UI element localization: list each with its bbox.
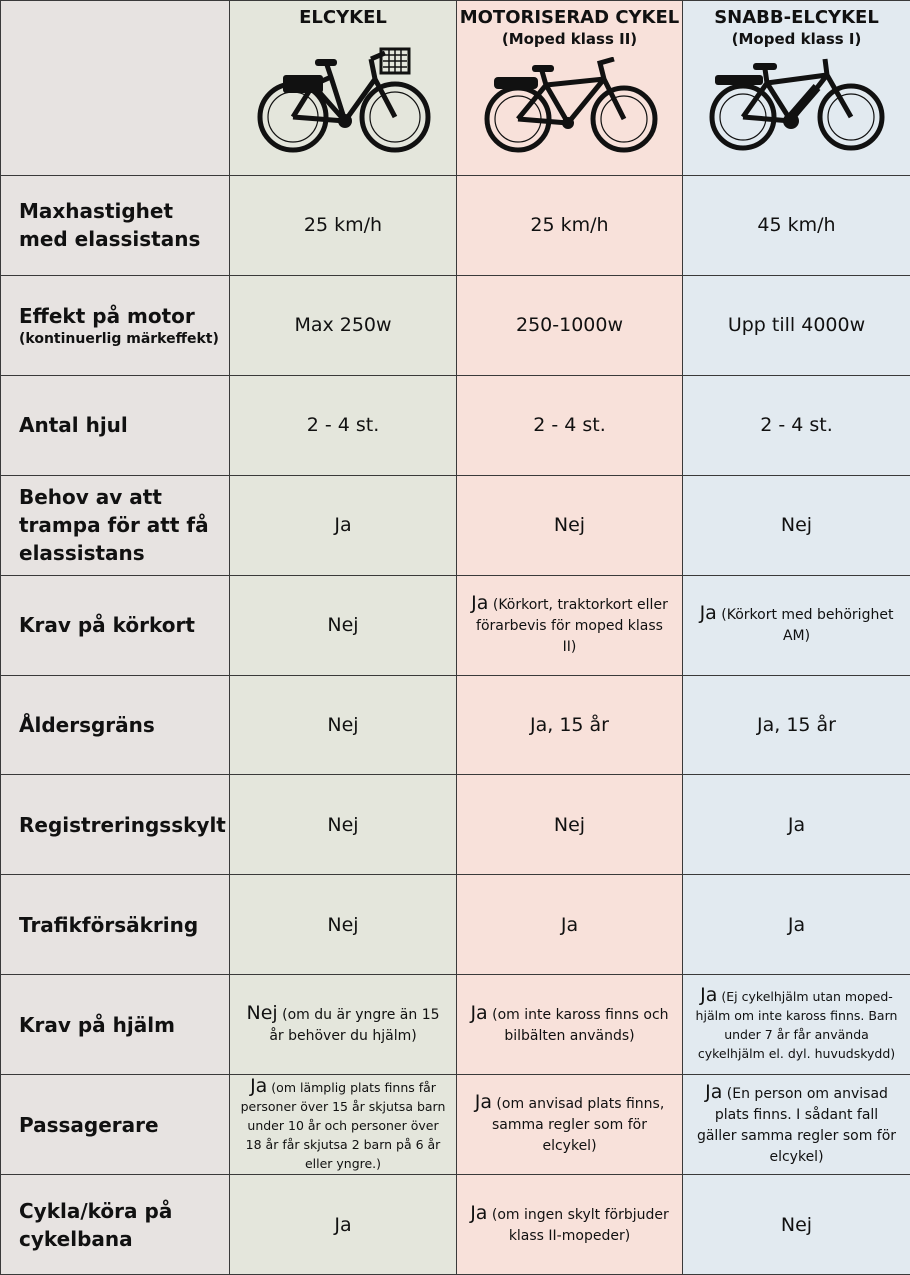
cell-motoriserad-cykel: Ja (om anvisad plats finns, samma regler som för elcykel) [457,1075,683,1175]
row-krav-pa-korkort [1,575,910,675]
cell-motoriserad-cykel: Ja, 15 år [457,675,683,775]
column-subtitle: (Moped klass II) [457,29,682,49]
row-label: Krav på hjälm [1,975,230,1075]
cell-snabb-elcykel: 45 km/h [683,176,910,276]
cell-motoriserad-cykel: Ja (Körkort, traktorkort eller förarbevis för moped klass II) [457,575,683,675]
cell-elcykel: 25 km/h [230,176,457,276]
cell-snabb-elcykel: Nej [683,1175,910,1275]
row-label: Antal hjul [1,375,230,475]
column-header-motoriserad-cykel [457,1,683,176]
row-label: Passagerare [1,1075,230,1175]
cell-snabb-elcykel: Ja (Körkort med behörighet AM) [683,575,910,675]
row-trafikforsakring [1,875,910,975]
row-antal-hjul [1,375,910,475]
cell-motoriserad-cykel: 25 km/h [457,176,683,276]
column-header-snabb-elcykel [683,1,910,176]
column-title: ELCYKEL [230,7,456,29]
cell-motoriserad-cykel: Nej [457,475,683,575]
cell-elcykel: Nej (om du är yngre än 15 år behöver du hjälm) [230,975,457,1075]
cell-motoriserad-cykel: Nej [457,775,683,875]
cell-elcykel: 2 - 4 st. [230,375,457,475]
cell-elcykel: Nej [230,875,457,975]
row-label: Effekt på motor (kontinuerlig märkeffekt) [1,275,230,375]
row-label: Maxhastighet med elassistans [1,176,230,276]
row-label: Behov av att trampa för att få elassistans [1,475,230,575]
electric-bike-icon [480,57,660,155]
cell-snabb-elcykel: Ja (En person om anvisad plats finns. I sådant fall gäller samma regler som för elcykel) [683,1075,910,1175]
cell-elcykel: Nej [230,575,457,675]
cell-snabb-elcykel: Ja, 15 år [683,675,910,775]
cell-elcykel: Ja [230,475,457,575]
row-aldersgrans [1,675,910,775]
corner-cell [1,1,230,176]
cell-motoriserad-cykel: 2 - 4 st. [457,375,683,475]
row-effekt [1,275,910,375]
cell-snabb-elcykel: Nej [683,475,910,575]
row-maxhastighet [1,176,910,276]
cell-elcykel: Nej [230,675,457,775]
row-label: Åldersgräns [1,675,230,775]
cell-snabb-elcykel: 2 - 4 st. [683,375,910,475]
cell-snabb-elcykel: Upp till 4000w [683,275,910,375]
column-title: SNABB-ELCYKEL [683,7,910,29]
row-label: Registreringsskylt [1,775,230,875]
column-header-elcykel [230,1,457,176]
cell-snabb-elcykel: Ja [683,775,910,875]
row-registreringsskylt [1,775,910,875]
cell-elcykel: Ja (om lämplig plats finns får personer över 15 år skjutsa barn under 10 år och personer över 18 år får skjutsa 2 barn på 6 år eller yngre.) [230,1075,457,1175]
cell-motoriserad-cykel: Ja [457,875,683,975]
cell-motoriserad-cykel: Ja (om inte kaross finns och bilbälten används) [457,975,683,1075]
row-label: Trafikförsäkring [1,875,230,975]
row-sublabel: (kontinuerlig märkeffekt) [19,330,223,348]
cell-snabb-elcykel: Ja (Ej cykelhjälm utan moped-hjälm om inte kaross finns. Barn under 7 år får använda cykelhjälm el. dyl. huvudskydd) [683,975,910,1075]
cell-elcykel: Ja [230,1175,457,1275]
column-subtitle: (Moped klass I) [683,29,910,49]
cell-snabb-elcykel: Ja [683,875,910,975]
cell-motoriserad-cykel: 250-1000w [457,275,683,375]
row-label: Cykla/köra på cykelbana [1,1175,230,1275]
cell-motoriserad-cykel: Ja (om ingen skylt förbjuder klass II-mopeder) [457,1175,683,1275]
cell-elcykel: Nej [230,775,457,875]
header-row [1,1,910,176]
speed-pedelec-icon [707,57,887,155]
row-krav-pa-hjalm [1,975,910,1075]
row-behov-att-trampa [1,475,910,575]
row-cykelbana [1,1175,910,1275]
column-title: MOTORISERAD CYKEL [457,7,682,29]
cell-elcykel: Max 250w [230,275,457,375]
row-label: Krav på körkort [1,575,230,675]
row-passagerare [1,1075,910,1175]
city-bike-with-basket-icon [253,37,433,155]
